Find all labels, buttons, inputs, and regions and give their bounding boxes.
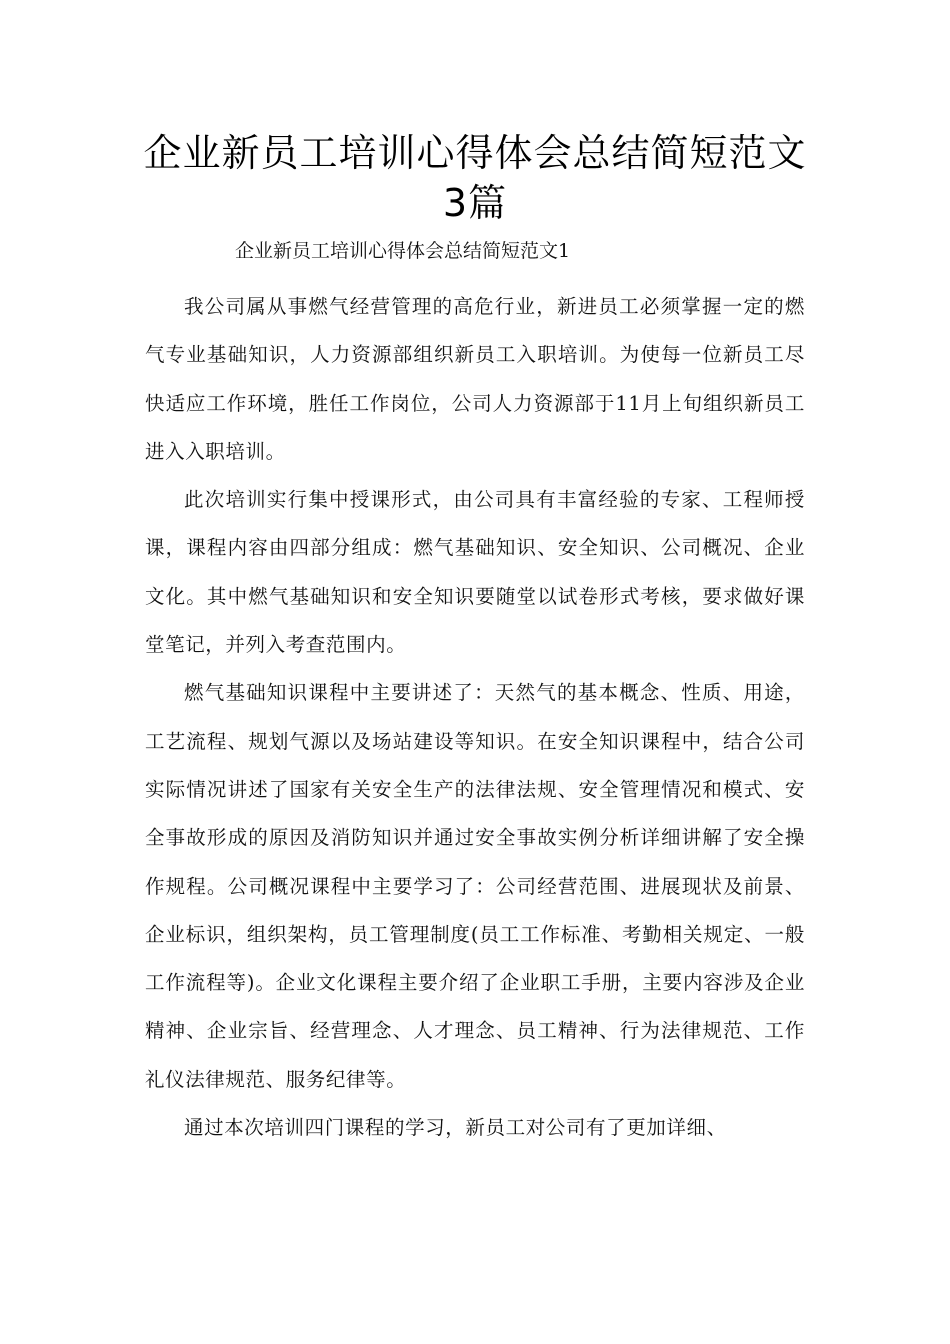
title-line-2: 3篇	[442, 181, 508, 225]
paragraph: 我公司属从事燃气经营管理的高危行业，新进员工必须掌握一定的燃气专业基础知识，人力资源部组织新员工入职培训。为使每一位新员工尽快适应工作环境，胜任工作岗位，公司人力资源部于11月上旬组织新员工进入入职培训。	[145, 295, 805, 463]
title-line-1: 企业新员工培训心得体会总结简短范文	[143, 131, 807, 175]
paragraph: 通过本次培训四门课程的学习，新员工对公司有了更加详细、	[184, 1116, 727, 1140]
paragraph: 此次培训实行集中授课形式，由公司具有丰富经验的专家、工程师授课，课程内容由四部分组成：燃气基础知识、安全知识、公司概况、企业文化。其中燃气基础知识和安全知识要随堂以试卷形式考核，要求做好课堂笔记，并列入考查范围内。	[145, 488, 805, 657]
document-body	[145, 283, 805, 1152]
paragraph: 燃气基础知识课程中主要讲述了：天然气的基本概念、性质、用途，工艺流程、规划气源以及场站建设等知识。在安全知识课程中，结合公司实际情况讲述了国家有关安全生产的法律法规、安全管理情况和模式、安全事故形成的原因及消防知识并通过安全事故实例分析详细讲解了安全操作规程。公司概况课程中主要学习了：公司经营范围、进展现状及前景、企业标识，组织架构，员工管理制度(员工工作标准、考勤相关规定、一般工作流程等)。企业文化课程主要介绍了企业职工手册，主要内容涉及企业精神、企业宗旨、经营理念、人才理念、员工精神、行为法律规范、工作礼仪法律规范、服务纪律等。	[145, 681, 805, 1091]
section-heading: 企业新员工培训心得体会总结简短范文1	[235, 240, 571, 262]
document-title	[60, 128, 890, 228]
